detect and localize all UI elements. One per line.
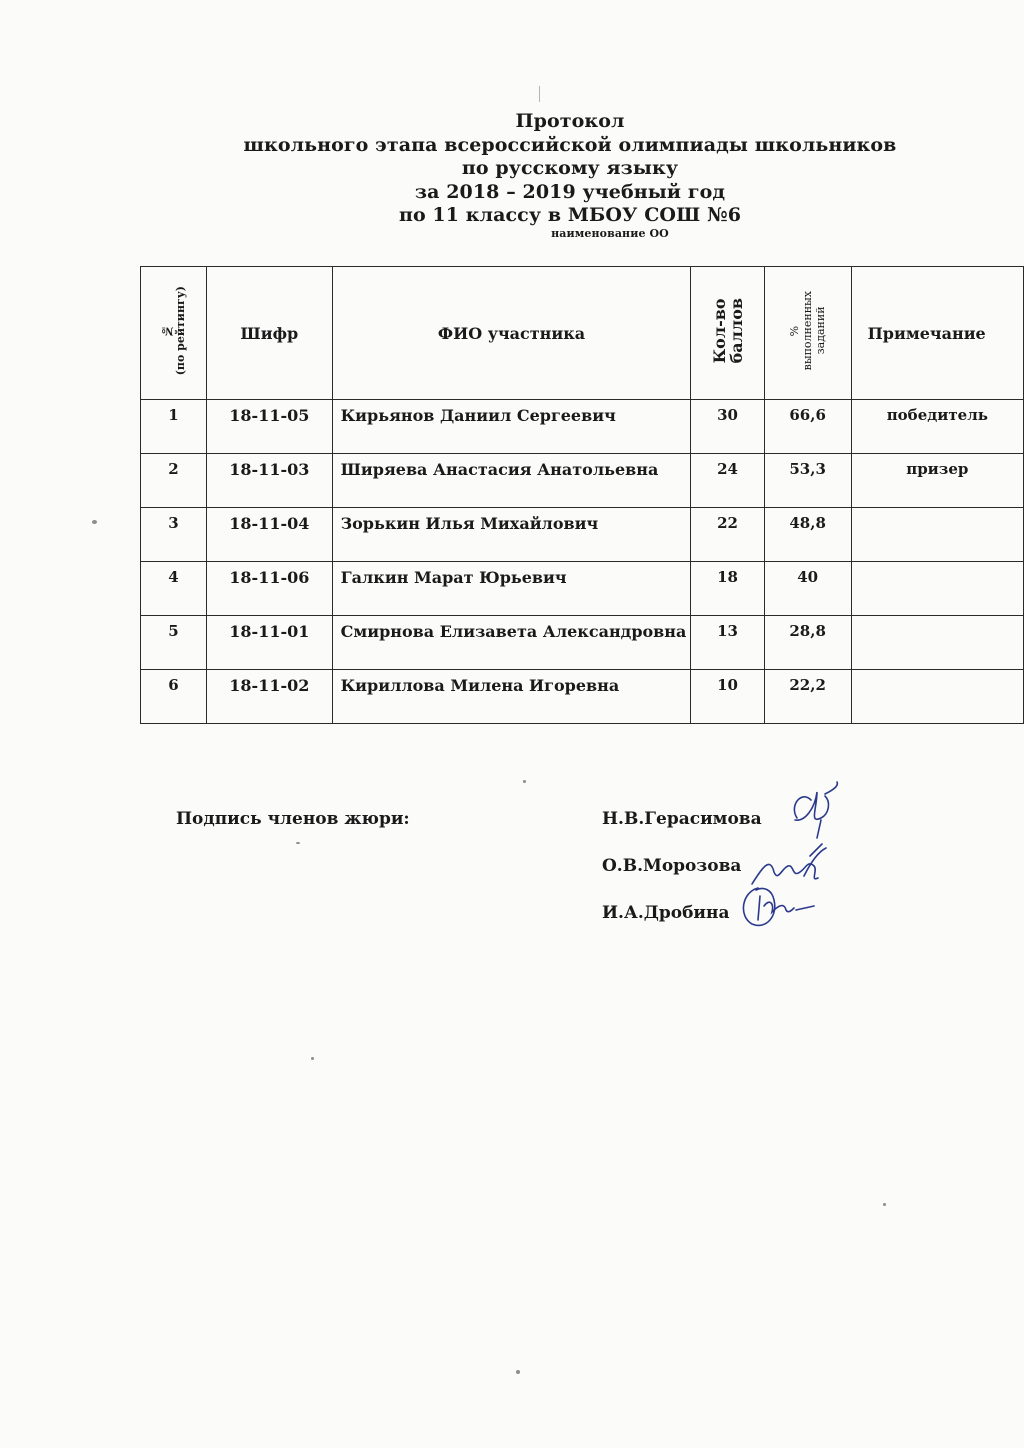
cell-name: Ширяева Анастасия Анатольевна	[332, 454, 691, 508]
cell-code: 18-11-03	[207, 454, 333, 508]
cell-percent: 66,6	[764, 400, 851, 454]
table-row	[141, 616, 1024, 670]
jury-signature-label: Подпись членов жюри:	[176, 809, 410, 829]
header-rank-text: № (по рейтингу)	[160, 286, 187, 376]
cell-rank: 6	[141, 670, 207, 724]
cell-rank: 2	[141, 454, 207, 508]
heading-caption: наименование ОО	[551, 226, 669, 240]
cell-score: 10	[691, 670, 764, 724]
cell-code: 18-11-06	[207, 562, 333, 616]
table-header-row	[141, 267, 1024, 400]
header-code: Шифр	[207, 267, 333, 400]
cell-code: 18-11-02	[207, 670, 333, 724]
cell-score: 18	[691, 562, 764, 616]
heading-event: школьного этапа всероссийской олимпиады школьников	[243, 133, 897, 156]
header-score-text: Кол-во баллов	[709, 298, 746, 364]
cell-percent: 28,8	[764, 616, 851, 670]
heading-subject: по русскому языку	[461, 157, 679, 179]
cell-score: 24	[691, 454, 764, 508]
scan-speck	[883, 1203, 886, 1206]
cell-percent: 40	[764, 562, 851, 616]
document-heading	[0, 110, 1024, 240]
cell-name: Смирнова Елизавета Александровна	[332, 616, 691, 670]
table-row	[141, 508, 1024, 562]
cell-rank: 5	[141, 616, 207, 670]
heading-year: за 2018 – 2019 учебный год	[414, 180, 726, 203]
jury-member-3: И.А.Дробина	[602, 903, 730, 923]
handwritten-signature-3	[738, 876, 818, 934]
cell-name: Зорькин Илья Михайлович	[332, 508, 691, 562]
table-row	[141, 454, 1024, 508]
cell-percent: 48,8	[764, 508, 851, 562]
cell-percent: 22,2	[764, 670, 851, 724]
header-score	[691, 267, 764, 400]
table-row	[141, 400, 1024, 454]
cell-score: 13	[691, 616, 764, 670]
cell-note	[851, 562, 1023, 616]
heading-title: Протокол	[515, 110, 625, 132]
cell-name: Галкин Марат Юрьевич	[332, 562, 691, 616]
cell-note	[851, 508, 1023, 562]
header-percent	[764, 267, 851, 400]
header-note: Примечание	[851, 267, 1023, 400]
cell-percent: 53,3	[764, 454, 851, 508]
cell-note: победитель	[851, 400, 1023, 454]
scan-speck	[296, 842, 300, 844]
header-percent-text: % выполненных заданий	[788, 291, 828, 371]
scan-speck	[523, 780, 526, 783]
cell-rank: 3	[141, 508, 207, 562]
cell-score: 22	[691, 508, 764, 562]
scan-speck	[516, 1370, 520, 1374]
jury-member-2: О.В.Морозова	[602, 856, 742, 876]
heading-class-school: по 11 классу в МБОУ СОШ №6	[398, 204, 742, 226]
jury-member-1: Н.В.Герасимова	[602, 809, 762, 829]
cell-code: 18-11-04	[207, 508, 333, 562]
cell-name: Кириллова Милена Игоревна	[332, 670, 691, 724]
cell-code: 18-11-01	[207, 616, 333, 670]
header-name: ФИО участника	[332, 267, 691, 400]
handwritten-signature-1	[775, 778, 845, 840]
cell-score: 30	[691, 400, 764, 454]
header-rank	[141, 267, 207, 400]
cell-rank: 1	[141, 400, 207, 454]
cell-rank: 4	[141, 562, 207, 616]
table-row	[141, 670, 1024, 724]
results-table	[140, 266, 1024, 724]
scan-speck	[539, 86, 540, 102]
table-row	[141, 562, 1024, 616]
scan-speck	[92, 520, 97, 524]
cell-note: призер	[851, 454, 1023, 508]
cell-code: 18-11-05	[207, 400, 333, 454]
scan-speck	[311, 1057, 314, 1060]
cell-note	[851, 670, 1023, 724]
cell-name: Кирьянов Даниил Сергеевич	[332, 400, 691, 454]
cell-note	[851, 616, 1023, 670]
